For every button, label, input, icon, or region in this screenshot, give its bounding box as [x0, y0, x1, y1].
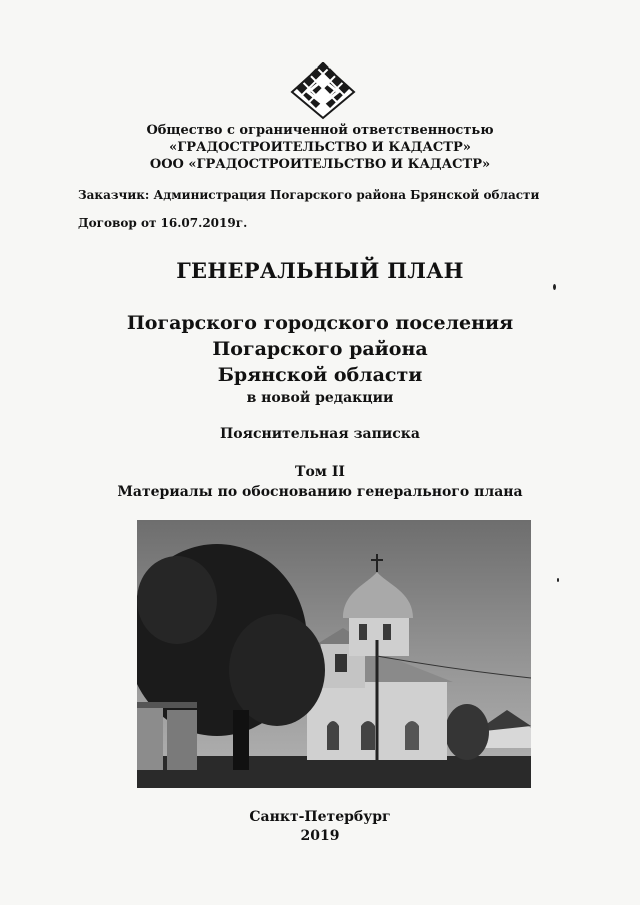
footer-city: Санкт-Петербург	[249, 809, 391, 825]
scan-speck	[557, 578, 559, 582]
subtitle-line-4: в новой редакции	[246, 390, 394, 406]
document-type: Пояснительная записка	[220, 426, 420, 442]
document-subtitle	[0, 310, 640, 408]
organization-line-1: Общество с ограниченной ответственностью	[146, 123, 494, 138]
volume-number: Том II	[295, 464, 345, 480]
contract-line: Договор от 16.07.2019г.	[78, 216, 248, 230]
volume-name: Материалы по обоснованию генерального плана	[117, 484, 523, 500]
organization-line-2: «ГРАДОСТРОИТЕЛЬСТВО И КАДАСТР»	[169, 140, 471, 155]
organization-line-3: ООО «ГРАДОСТРОИТЕЛЬСТВО И КАДАСТР»	[149, 157, 491, 172]
document-title: ГЕНЕРАЛЬНЫЙ ПЛАН	[176, 258, 464, 283]
company-logo-icon	[290, 62, 356, 120]
church-photo	[137, 520, 531, 788]
subtitle-line-1: Погарского городского поселения	[126, 312, 514, 334]
organization-block	[0, 122, 640, 173]
subtitle-line-2: Погарского района	[212, 338, 428, 360]
footer-block	[0, 808, 640, 846]
footer-year: 2019	[300, 828, 340, 844]
customer-line: Заказчик: Администрация Погарского района Брянской области	[78, 188, 540, 202]
scan-speck	[553, 284, 556, 290]
volume-block	[0, 462, 640, 502]
subtitle-line-3: Брянской области	[217, 364, 423, 386]
